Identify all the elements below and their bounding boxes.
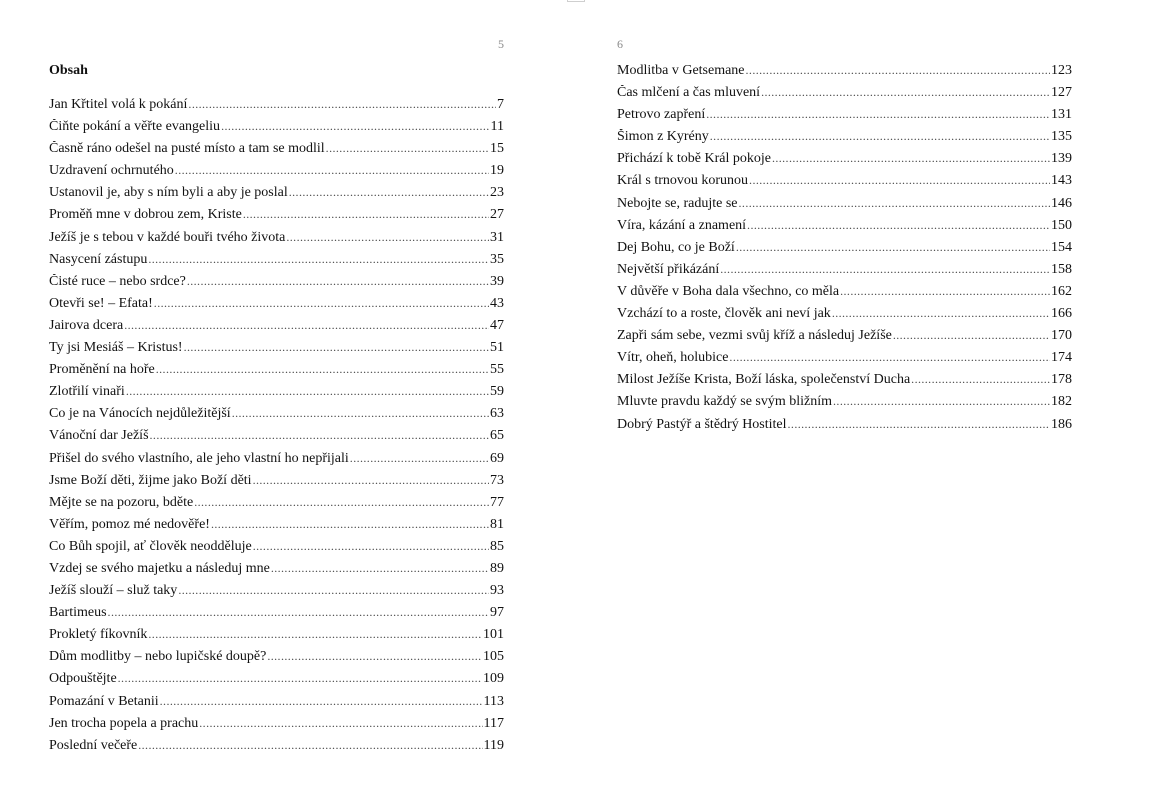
toc-entry-page: 146 xyxy=(1051,195,1072,211)
toc-entry xyxy=(617,85,1072,107)
toc-entry xyxy=(49,473,504,495)
toc-entry-page: 127 xyxy=(1051,85,1072,101)
toc-entry-page: 35 xyxy=(490,251,504,267)
toc-entry-page: 123 xyxy=(1051,63,1072,78)
toc-entry-title: Největší přikázání xyxy=(617,261,720,277)
page-split-marker xyxy=(567,0,585,2)
toc-entry-page: 105 xyxy=(483,649,504,665)
toc-dot-leader xyxy=(126,384,489,400)
toc-dot-leader xyxy=(194,495,489,511)
toc-dot-leader xyxy=(187,274,489,290)
toc-entry xyxy=(49,97,504,119)
toc-entry xyxy=(617,196,1072,218)
toc-entry-title: Dům modlitby – nebo lupičské doupě? xyxy=(49,649,267,665)
toc-entry-page: 174 xyxy=(1051,350,1072,366)
toc-entry-title: Nebojte se, radujte se xyxy=(617,195,738,211)
toc-entry-page: 59 xyxy=(490,384,504,400)
toc-dot-leader xyxy=(253,539,489,555)
toc-entry-page: 47 xyxy=(490,317,504,333)
toc-dot-leader xyxy=(833,394,1050,410)
toc-entry-title: Zapři sám sebe, vezmi svůj kříž a následuj Ježíše xyxy=(617,328,892,344)
toc-entry-title: Pomazání v Betanii xyxy=(49,693,159,709)
toc-entry-title: Víra, kázání a znamení xyxy=(617,217,747,233)
toc-entry xyxy=(617,372,1072,394)
toc-dot-leader xyxy=(178,583,489,599)
toc-entry-title: Vzdej se svého majetku a následuj mne xyxy=(49,560,270,576)
toc-entry-page: 178 xyxy=(1051,372,1072,388)
toc-entry-page: 89 xyxy=(490,560,504,576)
toc-entry-page: 51 xyxy=(490,340,504,356)
right-page-number: 6 xyxy=(617,37,623,51)
toc-entry-page: 117 xyxy=(483,715,504,731)
toc-entry xyxy=(617,306,1072,328)
toc-entry-page: 69 xyxy=(490,450,504,466)
toc-dot-leader xyxy=(832,306,1050,322)
toc-entry-title: Co Bůh spojil, ať člověk neodděluje xyxy=(49,538,252,554)
toc-entry xyxy=(49,517,504,539)
toc-entry xyxy=(49,185,504,207)
toc-dot-leader xyxy=(720,262,1050,278)
toc-entry xyxy=(49,716,504,738)
toc-entry xyxy=(617,394,1072,416)
toc-entry xyxy=(49,627,504,649)
toc-entry-page: 150 xyxy=(1051,217,1072,233)
toc-entry-page: 119 xyxy=(483,737,504,753)
toc-entry xyxy=(617,151,1072,173)
toc-dot-leader xyxy=(326,141,489,157)
toc-entry-title: Vítr, oheň, holubice xyxy=(617,350,729,366)
toc-dot-leader xyxy=(160,694,483,710)
toc-entry xyxy=(49,340,504,362)
toc-entry xyxy=(617,107,1072,129)
toc-entry-page: 31 xyxy=(490,229,504,245)
toc-entry xyxy=(617,240,1072,262)
toc-dot-leader xyxy=(154,296,489,312)
toc-entry xyxy=(49,495,504,517)
toc-dot-leader xyxy=(840,284,1050,300)
toc-entry-page: 63 xyxy=(490,406,504,422)
toc-dot-leader xyxy=(350,451,489,467)
toc-dot-leader xyxy=(286,230,489,246)
toc-entry-title: Ježíš je s tebou v každé bouři tvého života xyxy=(49,229,286,245)
toc-dot-leader xyxy=(148,252,489,268)
toc-entry xyxy=(49,230,504,252)
toc-entry xyxy=(49,296,504,318)
toc-dot-leader xyxy=(232,406,489,422)
toc-entry-page: 154 xyxy=(1051,239,1072,255)
toc-dot-leader xyxy=(706,107,1050,123)
toc-entry xyxy=(49,583,504,605)
toc-entry-page: 131 xyxy=(1051,107,1072,123)
toc-entry xyxy=(49,384,504,406)
toc-entry-page: 97 xyxy=(490,605,504,621)
toc-entry-title: Mějte se na pozoru, bděte xyxy=(49,494,194,510)
toc-entry xyxy=(617,284,1072,306)
toc-dot-leader xyxy=(749,173,1050,189)
toc-dot-leader xyxy=(148,627,482,643)
toc-entry xyxy=(49,141,504,163)
toc-entry-title: Čas mlčení a čas mluvení xyxy=(617,85,761,101)
toc-entry-title: Co je na Vánocích nejdůležitější xyxy=(49,406,231,422)
toc-entry-page: 143 xyxy=(1051,173,1072,189)
toc-entry-page: 170 xyxy=(1051,328,1072,344)
toc-dot-leader xyxy=(108,605,489,621)
left-page xyxy=(49,0,504,792)
toc-entry-page: 93 xyxy=(490,583,504,599)
toc-entry-page: 11 xyxy=(490,119,504,135)
toc-entry-page: 109 xyxy=(483,671,504,687)
toc-dot-leader xyxy=(199,716,482,732)
toc-entry xyxy=(49,428,504,450)
right-page xyxy=(617,0,1072,792)
toc-entry-title: Jan Křtitel volá k pokání xyxy=(49,97,188,112)
toc-entry xyxy=(617,262,1072,284)
toc-dot-leader xyxy=(211,517,489,533)
toc-entry-page: 182 xyxy=(1051,394,1072,410)
toc-entry-title: Uzdravení ochrnutého xyxy=(49,163,174,179)
toc-entry-title: Odpouštějte xyxy=(49,671,117,687)
toc-entry-title: Zlotřilí vinaři xyxy=(49,384,125,400)
toc-entry-title: Vzchází to a roste, člověk ani neví jak xyxy=(617,306,831,322)
left-page-number: 5 xyxy=(498,37,504,51)
toc-dot-leader xyxy=(911,372,1050,388)
toc-dot-leader xyxy=(772,151,1050,167)
toc-entry xyxy=(617,218,1072,240)
toc-entry-title: Modlitba v Getsemane xyxy=(617,63,745,78)
toc-entry xyxy=(49,406,504,428)
toc-dot-leader xyxy=(184,340,489,356)
toc-entry-title: V důvěře v Boha dala všechno, co měla xyxy=(617,283,840,299)
toc-dot-leader xyxy=(746,63,1050,79)
toc-entry xyxy=(617,350,1072,372)
toc-entry-page: 81 xyxy=(490,516,504,532)
toc-entry-title: Šimon z Kyrény xyxy=(617,129,709,145)
toc-entry-title: Milost Ježíše Krista, Boží láska, společenství Ducha xyxy=(617,372,911,388)
toc-dot-leader xyxy=(138,738,482,754)
toc-dot-leader xyxy=(710,129,1050,145)
toc-entry-page: 166 xyxy=(1051,306,1072,322)
toc-entry-title: Čisté ruce – nebo srdce? xyxy=(49,273,186,289)
toc-dot-leader xyxy=(267,649,482,665)
toc-entry-page: 162 xyxy=(1051,283,1072,299)
toc-entry-page: 158 xyxy=(1051,261,1072,277)
toc-dot-leader xyxy=(739,196,1050,212)
toc-entry-title: Vánoční dar Ježíš xyxy=(49,428,149,444)
toc-entry-page: 77 xyxy=(490,494,504,510)
toc-entry xyxy=(49,694,504,716)
toc-entry-title: Mluvte pravdu každý se svým bližním xyxy=(617,394,833,410)
toc-entry xyxy=(617,63,1072,85)
toc-entry-title: Ježíš slouží – služ taky xyxy=(49,583,178,599)
toc-entry-title: Král s trnovou korunou xyxy=(617,173,749,189)
toc-dot-leader xyxy=(788,417,1050,433)
toc-entry xyxy=(49,605,504,627)
toc-entry-title: Jairova dcera xyxy=(49,317,124,333)
toc-dot-leader xyxy=(747,218,1050,234)
left-toc-list xyxy=(49,97,504,760)
toc-entry xyxy=(49,163,504,185)
toc-entry-page: 19 xyxy=(490,163,504,179)
toc-dot-leader xyxy=(729,350,1050,366)
toc-dot-leader xyxy=(221,119,489,135)
toc-entry-page: 23 xyxy=(490,185,504,201)
toc-entry-title: Čiňte pokání a věřte evangeliu xyxy=(49,119,221,135)
toc-entry-title: Ustanovil je, aby s ním byli a aby je poslal xyxy=(49,185,288,201)
toc-entry-title: Otevři se! – Efata! xyxy=(49,295,153,311)
toc-entry-page: 65 xyxy=(490,428,504,444)
toc-dot-leader xyxy=(124,318,489,334)
toc-entry-page: 85 xyxy=(490,538,504,554)
right-toc-list xyxy=(617,63,1072,439)
toc-entry-title: Proměnění na hoře xyxy=(49,362,155,378)
toc-entry-title: Dej Bohu, co je Boží xyxy=(617,239,735,255)
toc-entry-page: 7 xyxy=(497,97,504,112)
toc-entry-page: 39 xyxy=(490,273,504,289)
toc-entry xyxy=(617,417,1072,439)
toc-dot-leader xyxy=(289,185,489,201)
toc-entry-page: 27 xyxy=(490,207,504,223)
toc-entry-title: Jen trocha popela a prachu xyxy=(49,715,199,731)
toc-entry-title: Ty jsi Mesiáš – Kristus! xyxy=(49,340,183,356)
toc-entry-title: Proměň mne v dobrou zem, Kriste xyxy=(49,207,242,223)
toc-dot-leader xyxy=(253,473,489,489)
toc-dot-leader xyxy=(150,428,489,444)
toc-entry xyxy=(49,252,504,274)
toc-entry xyxy=(49,274,504,296)
toc-entry-title: Prokletý fíkovník xyxy=(49,627,148,643)
toc-entry-page: 101 xyxy=(483,627,504,643)
toc-dot-leader xyxy=(893,328,1050,344)
toc-entry xyxy=(617,173,1072,195)
toc-entry-title: Jsme Boží děti, žijme jako Boží děti xyxy=(49,472,252,488)
toc-entry-page: 113 xyxy=(483,693,504,709)
toc-entry-page: 15 xyxy=(490,141,504,157)
toc-entry-title: Věřím, pomoz mé nedověře! xyxy=(49,516,210,532)
toc-dot-leader xyxy=(761,85,1050,101)
toc-entry xyxy=(49,539,504,561)
toc-entry-title: Časně ráno odešel na pusté místo a tam se modlil xyxy=(49,141,325,157)
toc-entry xyxy=(49,451,504,473)
toc-entry-page: 73 xyxy=(490,472,504,488)
toc-title: Obsah xyxy=(49,63,88,78)
toc-dot-leader xyxy=(271,561,489,577)
toc-entry-page: 55 xyxy=(490,362,504,378)
toc-entry xyxy=(49,318,504,340)
toc-entry xyxy=(49,119,504,141)
toc-entry xyxy=(617,129,1072,151)
toc-entry-title: Přichází k tobě Král pokoje xyxy=(617,151,771,167)
toc-dot-leader xyxy=(156,362,489,378)
toc-entry xyxy=(49,362,504,384)
toc-dot-leader xyxy=(188,97,496,113)
toc-entry xyxy=(49,649,504,671)
toc-entry-page: 135 xyxy=(1051,129,1072,145)
toc-entry-title: Nasycení zástupu xyxy=(49,251,148,267)
toc-entry xyxy=(49,738,504,760)
toc-dot-leader xyxy=(175,163,489,179)
toc-entry xyxy=(49,207,504,229)
toc-entry-title: Přišel do svého vlastního, ale jeho vlastní ho nepřijali xyxy=(49,450,349,466)
toc-entry-title: Bartimeus xyxy=(49,605,107,621)
toc-entry-page: 43 xyxy=(490,295,504,311)
toc-entry xyxy=(49,561,504,583)
toc-entry-page: 139 xyxy=(1051,151,1072,167)
toc-entry-title: Poslední večeře xyxy=(49,737,138,753)
toc-dot-leader xyxy=(243,207,489,223)
toc-dot-leader xyxy=(736,240,1050,256)
toc-entry-title: Dobrý Pastýř a štědrý Hostitel xyxy=(617,416,787,432)
toc-entry-title: Petrovo zapření xyxy=(617,107,706,123)
toc-entry xyxy=(49,671,504,693)
toc-dot-leader xyxy=(118,671,482,687)
toc-entry-page: 186 xyxy=(1051,416,1072,432)
toc-entry xyxy=(617,328,1072,350)
